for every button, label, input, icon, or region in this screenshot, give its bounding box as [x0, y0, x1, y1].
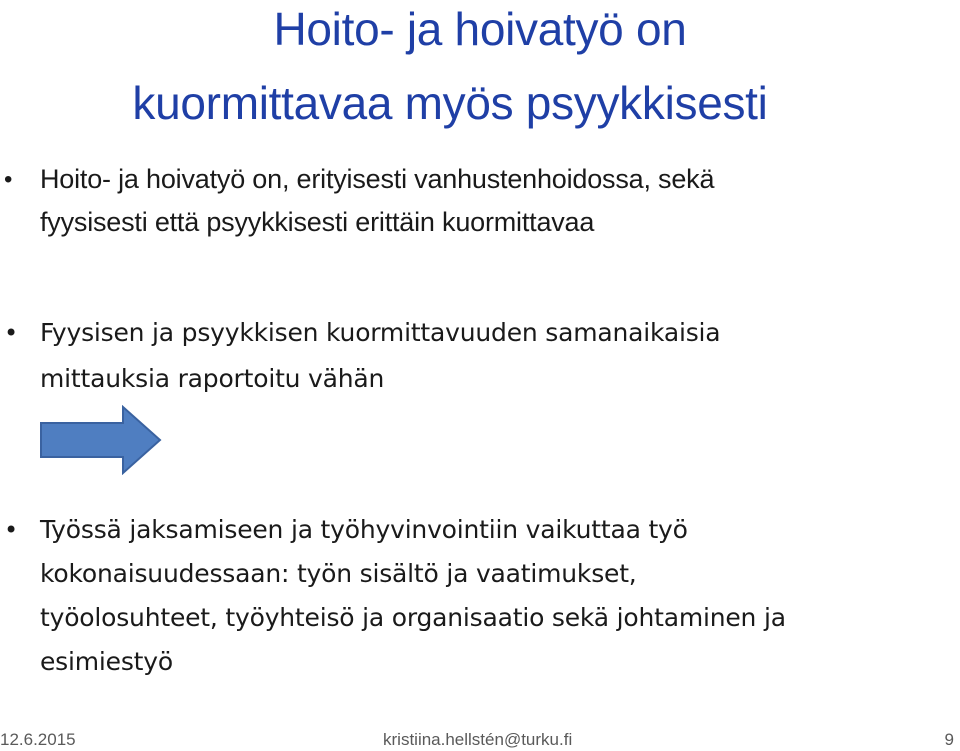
bullet-2-line-2: mittauksia raportoitu vähän — [40, 364, 385, 393]
bullet-dot: • — [4, 166, 13, 193]
slide-title-line-2: kuormittavaa myös psyykkisesti — [132, 77, 768, 129]
bullet-3-line-4: esimiestyö — [40, 647, 173, 676]
slide-title — [0, 0, 960, 132]
bullet-item-2 — [4, 310, 955, 402]
bullet-1-line-1: Hoito- ja hoivatyö on, erityisesti vanhustenhoidossa, sekä — [40, 164, 715, 194]
bullet-3-line-1: Työssä jaksamiseen ja työhyvinvointiin vaikuttaa työ — [40, 515, 688, 544]
slide-title-line-1: Hoito- ja hoivatyö on — [273, 3, 687, 55]
bullet-dot: • — [4, 319, 18, 347]
bullet-3-line-3: työolosuhteet, työyhteisö ja organisaatio sekä johtaminen ja — [40, 603, 786, 632]
bullet-item-1 — [4, 158, 955, 244]
footer-email: kristiina.hellstén@turku.fi — [383, 730, 573, 749]
right-arrow-icon — [39, 405, 163, 475]
bullet-1-line-2: fyysisesti että psyykkisesti erittäin kuormittavaa — [40, 207, 595, 237]
footer-date: 12.6.2015 — [0, 730, 76, 749]
bullet-dot: • — [4, 516, 18, 544]
bullet-3-line-2: kokonaisuudessaan: työn sisältö ja vaatimukset, — [40, 559, 637, 588]
bullet-2-line-1: Fyysisen ja psyykkisen kuormittavuuden samanaikaisia — [40, 318, 721, 347]
footer-page-number: 9 — [944, 730, 954, 749]
bullet-item-3 — [4, 508, 955, 684]
